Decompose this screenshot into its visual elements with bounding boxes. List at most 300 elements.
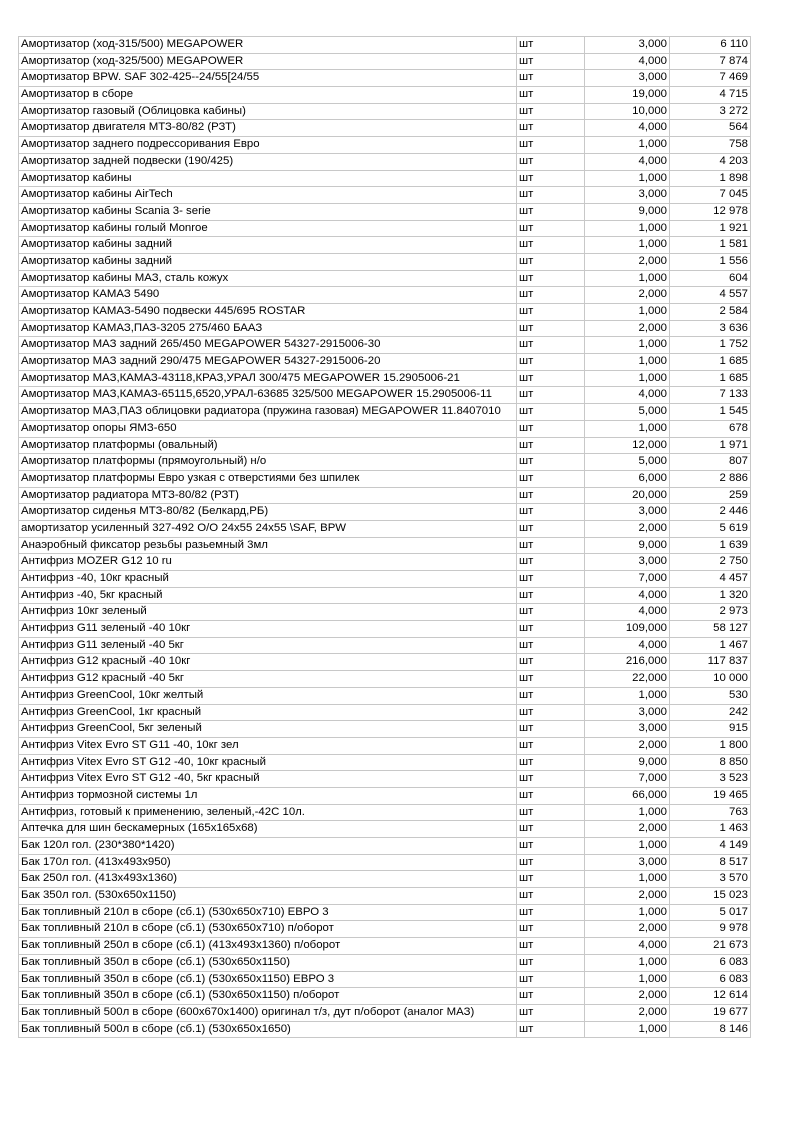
unit-cell: шт (517, 287, 585, 304)
quantity-cell: 2,000 (585, 821, 670, 838)
table-row (19, 253, 751, 270)
quantity-cell: 4,000 (585, 53, 670, 70)
item-name-cell: Бак топливный 350л в сборе (сб.1) (530х650х1150) (19, 954, 517, 971)
price-cell: 678 (670, 420, 751, 437)
item-name-cell: Антифриз 10кг зеленый (19, 604, 517, 621)
unit-cell: шт (517, 938, 585, 955)
unit-cell: шт (517, 87, 585, 104)
table-row (19, 337, 751, 354)
item-name-cell: Амортизатор двигателя МТЗ-80/82 (РЗТ) (19, 120, 517, 137)
table-row (19, 671, 751, 688)
quantity-cell: 109,000 (585, 621, 670, 638)
table-row (19, 320, 751, 337)
table-row (19, 103, 751, 120)
quantity-cell: 1,000 (585, 237, 670, 254)
price-cell: 4 203 (670, 153, 751, 170)
item-name-cell: Антифриз GreenCool, 5кг зеленый (19, 721, 517, 738)
quantity-cell: 9,000 (585, 203, 670, 220)
price-cell: 9 978 (670, 921, 751, 938)
price-cell: 915 (670, 721, 751, 738)
item-name-cell: Бак топливный 350л в сборе (сб.1) (530х650х1150) п/оборот (19, 988, 517, 1005)
price-cell: 7 133 (670, 387, 751, 404)
price-cell: 5 017 (670, 904, 751, 921)
quantity-cell: 3,000 (585, 854, 670, 871)
item-name-cell: Антифриз G11 зеленый -40 5кг (19, 637, 517, 654)
item-name-cell: Амортизатор кабины (19, 170, 517, 187)
item-name-cell: амортизатор усиленный 327-492 О/О 24х55 24х55 \SAF, BPW (19, 520, 517, 537)
item-name-cell: Амортизатор кабины задний (19, 237, 517, 254)
price-cell: 1 921 (670, 220, 751, 237)
price-cell: 1 463 (670, 821, 751, 838)
item-name-cell: Бак топливный 350л в сборе (сб.1) (530х650х1150) ЕВРО 3 (19, 971, 517, 988)
unit-cell: шт (517, 120, 585, 137)
item-name-cell: Амортизатор в сборе (19, 87, 517, 104)
item-name-cell: Бак 350л гол. (530х650х1150) (19, 888, 517, 905)
price-cell: 6 083 (670, 971, 751, 988)
item-name-cell: Амортизатор платформы Евро узкая с отверстиями без шпилек (19, 470, 517, 487)
item-name-cell: Амортизатор МАЗ,ПАЗ облицовки радиатора (пружина газовая) MEGAPOWER 11.8407010 (19, 404, 517, 421)
price-cell: 564 (670, 120, 751, 137)
unit-cell: шт (517, 1021, 585, 1038)
unit-cell: шт (517, 654, 585, 671)
quantity-cell: 1,000 (585, 1021, 670, 1038)
quantity-cell: 1,000 (585, 904, 670, 921)
table-row (19, 938, 751, 955)
unit-cell: шт (517, 771, 585, 788)
table-row (19, 454, 751, 471)
quantity-cell: 1,000 (585, 420, 670, 437)
table-row (19, 304, 751, 321)
price-cell: 1 685 (670, 370, 751, 387)
unit-cell: шт (517, 320, 585, 337)
table-row (19, 921, 751, 938)
unit-cell: шт (517, 103, 585, 120)
price-cell: 19 465 (670, 787, 751, 804)
unit-cell: шт (517, 888, 585, 905)
item-name-cell: Амортизатор заднего подрессоривания Евро (19, 137, 517, 154)
unit-cell: шт (517, 687, 585, 704)
quantity-cell: 3,000 (585, 70, 670, 87)
unit-cell: шт (517, 404, 585, 421)
unit-cell: шт (517, 237, 585, 254)
price-cell: 12 614 (670, 988, 751, 1005)
unit-cell: шт (517, 203, 585, 220)
quantity-cell: 3,000 (585, 554, 670, 571)
table-row (19, 120, 751, 137)
unit-cell: шт (517, 988, 585, 1005)
quantity-cell: 19,000 (585, 87, 670, 104)
unit-cell: шт (517, 337, 585, 354)
quantity-cell: 4,000 (585, 938, 670, 955)
unit-cell: шт (517, 537, 585, 554)
table-row (19, 888, 751, 905)
quantity-cell: 4,000 (585, 604, 670, 621)
quantity-cell: 1,000 (585, 137, 670, 154)
table-row (19, 554, 751, 571)
quantity-cell: 4,000 (585, 153, 670, 170)
unit-cell: шт (517, 437, 585, 454)
quantity-cell: 7,000 (585, 571, 670, 588)
table-row (19, 270, 751, 287)
table-row (19, 387, 751, 404)
item-name-cell: Амортизатор КАМАЗ-5490 подвески 445/695 ROSTAR (19, 304, 517, 321)
item-name-cell: Амортизатор кабины МАЗ, сталь кожух (19, 270, 517, 287)
quantity-cell: 2,000 (585, 988, 670, 1005)
table-row (19, 854, 751, 871)
price-cell: 530 (670, 687, 751, 704)
item-name-cell: Амортизатор кабины Scania 3- serie (19, 203, 517, 220)
item-name-cell: Антифриз Vitex Evro ST G11 -40, 10кг зел (19, 737, 517, 754)
quantity-cell: 1,000 (585, 170, 670, 187)
price-cell: 1 581 (670, 237, 751, 254)
price-cell: 1 545 (670, 404, 751, 421)
item-name-cell: Амортизатор сиденья МТЗ-80/82 (Белкард,РБ) (19, 504, 517, 521)
table-row (19, 237, 751, 254)
table-row (19, 871, 751, 888)
price-cell: 3 272 (670, 103, 751, 120)
unit-cell: шт (517, 504, 585, 521)
price-cell: 2 750 (670, 554, 751, 571)
unit-cell: шт (517, 487, 585, 504)
price-cell: 259 (670, 487, 751, 504)
item-name-cell: Бак 120л гол. (230*380*1420) (19, 838, 517, 855)
unit-cell: шт (517, 187, 585, 204)
unit-cell: шт (517, 671, 585, 688)
item-name-cell: Амортизатор КАМАЗ,ПАЗ-3205 275/460 БААЗ (19, 320, 517, 337)
table-row (19, 370, 751, 387)
price-cell: 2 584 (670, 304, 751, 321)
item-name-cell: Амортизатор задней подвески (190/425) (19, 153, 517, 170)
item-name-cell: Антифриз G12 красный -40 5кг (19, 671, 517, 688)
unit-cell: шт (517, 804, 585, 821)
price-table-body (19, 37, 751, 1038)
price-cell: 7 045 (670, 187, 751, 204)
unit-cell: шт (517, 520, 585, 537)
quantity-cell: 1,000 (585, 220, 670, 237)
price-cell: 58 127 (670, 621, 751, 638)
quantity-cell: 2,000 (585, 520, 670, 537)
table-row (19, 654, 751, 671)
quantity-cell: 12,000 (585, 437, 670, 454)
item-name-cell: Антифриз G12 красный -40 10кг (19, 654, 517, 671)
item-name-cell: Бак топливный 500л в сборе (сб.1) (530х650х1650) (19, 1021, 517, 1038)
price-cell: 3 636 (670, 320, 751, 337)
quantity-cell: 7,000 (585, 771, 670, 788)
unit-cell: шт (517, 554, 585, 571)
item-name-cell: Амортизатор платформы (овальный) (19, 437, 517, 454)
item-name-cell: Амортизатор МАЗ задний 265/450 MEGAPOWER 54327-2915006-30 (19, 337, 517, 354)
table-row (19, 203, 751, 220)
price-cell: 1 556 (670, 253, 751, 270)
quantity-cell: 4,000 (585, 637, 670, 654)
price-cell: 10 000 (670, 671, 751, 688)
table-row (19, 637, 751, 654)
price-cell: 19 677 (670, 1004, 751, 1021)
table-row (19, 504, 751, 521)
table-row (19, 487, 751, 504)
table-row (19, 1004, 751, 1021)
table-row (19, 37, 751, 54)
price-cell: 1 320 (670, 587, 751, 604)
item-name-cell: Аптечка для шин бескамерных (165х165х68) (19, 821, 517, 838)
price-cell: 2 446 (670, 504, 751, 521)
unit-cell: шт (517, 70, 585, 87)
item-name-cell: Амортизатор кабины голый Monroe (19, 220, 517, 237)
table-row (19, 287, 751, 304)
table-row (19, 153, 751, 170)
quantity-cell: 10,000 (585, 103, 670, 120)
price-cell: 4 557 (670, 287, 751, 304)
quantity-cell: 4,000 (585, 387, 670, 404)
quantity-cell: 1,000 (585, 871, 670, 888)
item-name-cell: Амортизатор (ход-325/500) MEGAPOWER (19, 53, 517, 70)
quantity-cell: 4,000 (585, 120, 670, 137)
table-row (19, 354, 751, 371)
table-row (19, 954, 751, 971)
price-cell: 8 146 (670, 1021, 751, 1038)
unit-cell: шт (517, 637, 585, 654)
unit-cell: шт (517, 37, 585, 54)
table-row (19, 170, 751, 187)
item-name-cell: Анаэробный фиксатор резьбы разьемный 3мл (19, 537, 517, 554)
unit-cell: шт (517, 587, 585, 604)
quantity-cell: 1,000 (585, 270, 670, 287)
item-name-cell: Антифриз GreenCool, 1кг красный (19, 704, 517, 721)
price-cell: 2 973 (670, 604, 751, 621)
table-row (19, 70, 751, 87)
quantity-cell: 1,000 (585, 954, 670, 971)
table-row (19, 988, 751, 1005)
price-cell: 1 685 (670, 354, 751, 371)
price-cell: 2 886 (670, 470, 751, 487)
price-cell: 8 850 (670, 754, 751, 771)
price-cell: 1 800 (670, 737, 751, 754)
table-row (19, 604, 751, 621)
table-row (19, 704, 751, 721)
item-name-cell: Антифриз MOZER G12 10 ru (19, 554, 517, 571)
quantity-cell: 216,000 (585, 654, 670, 671)
item-name-cell: Бак 250л гол. (413х493х1360) (19, 871, 517, 888)
unit-cell: шт (517, 571, 585, 588)
item-name-cell: Амортизатор кабины AirTech (19, 187, 517, 204)
table-row (19, 571, 751, 588)
item-name-cell: Бак 170л гол. (413х493х950) (19, 854, 517, 871)
unit-cell: шт (517, 838, 585, 855)
table-row (19, 187, 751, 204)
item-name-cell: Антифриз -40, 10кг красный (19, 571, 517, 588)
price-cell: 1 467 (670, 637, 751, 654)
table-row (19, 838, 751, 855)
item-name-cell: Амортизатор КАМАЗ 5490 (19, 287, 517, 304)
quantity-cell: 5,000 (585, 404, 670, 421)
unit-cell: шт (517, 387, 585, 404)
quantity-cell: 3,000 (585, 504, 670, 521)
table-row (19, 687, 751, 704)
price-cell: 7 469 (670, 70, 751, 87)
quantity-cell: 1,000 (585, 370, 670, 387)
unit-cell: шт (517, 737, 585, 754)
price-cell: 4 457 (670, 571, 751, 588)
table-row (19, 520, 751, 537)
item-name-cell: Амортизатор (ход-315/500) MEGAPOWER (19, 37, 517, 54)
price-cell: 3 570 (670, 871, 751, 888)
unit-cell: шт (517, 604, 585, 621)
quantity-cell: 1,000 (585, 971, 670, 988)
quantity-cell: 4,000 (585, 587, 670, 604)
price-cell: 4 149 (670, 838, 751, 855)
price-cell: 21 673 (670, 938, 751, 955)
item-name-cell: Амортизатор газовый (Облицовка кабины) (19, 103, 517, 120)
quantity-cell: 66,000 (585, 787, 670, 804)
price-cell: 6 110 (670, 37, 751, 54)
unit-cell: шт (517, 220, 585, 237)
table-row (19, 1021, 751, 1038)
quantity-cell: 1,000 (585, 354, 670, 371)
quantity-cell: 1,000 (585, 838, 670, 855)
item-name-cell: Антифриз -40, 5кг красный (19, 587, 517, 604)
price-cell: 3 523 (670, 771, 751, 788)
table-row (19, 737, 751, 754)
quantity-cell: 2,000 (585, 287, 670, 304)
item-name-cell: Амортизатор кабины задний (19, 253, 517, 270)
item-name-cell: Амортизатор BPW. SAF 302-425--24/55[24/55 (19, 70, 517, 87)
price-cell: 604 (670, 270, 751, 287)
table-row (19, 87, 751, 104)
item-name-cell: Бак топливный 500л в сборе (600х670х1400) оригинал т/з, дут п/оборот (аналог МАЗ) (19, 1004, 517, 1021)
table-row (19, 470, 751, 487)
item-name-cell: Антифриз GreenCool, 10кг желтый (19, 687, 517, 704)
unit-cell: шт (517, 704, 585, 721)
quantity-cell: 3,000 (585, 187, 670, 204)
item-name-cell: Бак топливный 250л в сборе (сб.1) (413х493х1360) п/оборот (19, 938, 517, 955)
table-row (19, 220, 751, 237)
quantity-cell: 9,000 (585, 537, 670, 554)
price-table (18, 36, 751, 1038)
item-name-cell: Антифриз, готовый к применению, зеленый,-42С 10л. (19, 804, 517, 821)
unit-cell: шт (517, 1004, 585, 1021)
table-row (19, 537, 751, 554)
unit-cell: шт (517, 754, 585, 771)
unit-cell: шт (517, 370, 585, 387)
unit-cell: шт (517, 53, 585, 70)
unit-cell: шт (517, 871, 585, 888)
price-cell: 807 (670, 454, 751, 471)
price-cell: 763 (670, 804, 751, 821)
item-name-cell: Антифриз G11 зеленый -40 10кг (19, 621, 517, 638)
quantity-cell: 2,000 (585, 253, 670, 270)
table-row (19, 621, 751, 638)
table-row (19, 587, 751, 604)
table-row (19, 821, 751, 838)
table-row (19, 721, 751, 738)
table-row (19, 437, 751, 454)
table-row (19, 787, 751, 804)
unit-cell: шт (517, 854, 585, 871)
table-row (19, 904, 751, 921)
quantity-cell: 5,000 (585, 454, 670, 471)
unit-cell: шт (517, 721, 585, 738)
unit-cell: шт (517, 304, 585, 321)
unit-cell: шт (517, 787, 585, 804)
unit-cell: шт (517, 153, 585, 170)
unit-cell: шт (517, 921, 585, 938)
quantity-cell: 22,000 (585, 671, 670, 688)
item-name-cell: Бак топливный 210л в сборе (сб.1) (530х650х710) п/оборот (19, 921, 517, 938)
quantity-cell: 2,000 (585, 921, 670, 938)
unit-cell: шт (517, 971, 585, 988)
unit-cell: шт (517, 170, 585, 187)
table-row (19, 804, 751, 821)
price-cell: 8 517 (670, 854, 751, 871)
item-name-cell: Амортизатор МАЗ,КАМАЗ-65115,6520,УРАЛ-63685 325/500 MEGAPOWER 15.2905006-11 (19, 387, 517, 404)
unit-cell: шт (517, 904, 585, 921)
unit-cell: шт (517, 821, 585, 838)
quantity-cell: 1,000 (585, 337, 670, 354)
price-cell: 12 978 (670, 203, 751, 220)
table-row (19, 971, 751, 988)
quantity-cell: 2,000 (585, 888, 670, 905)
unit-cell: шт (517, 954, 585, 971)
price-cell: 5 619 (670, 520, 751, 537)
table-row (19, 420, 751, 437)
price-cell: 1 752 (670, 337, 751, 354)
quantity-cell: 2,000 (585, 1004, 670, 1021)
item-name-cell: Амортизатор МАЗ задний 290/475 MEGAPOWER 54327-2915006-20 (19, 354, 517, 371)
item-name-cell: Антифриз Vitex Evro ST G12 -40, 10кг красный (19, 754, 517, 771)
table-row (19, 754, 751, 771)
price-cell: 1 639 (670, 537, 751, 554)
item-name-cell: Амортизатор опоры ЯМЗ-650 (19, 420, 517, 437)
item-name-cell: Антифриз Vitex Evro ST G12 -40, 5кг красный (19, 771, 517, 788)
quantity-cell: 9,000 (585, 754, 670, 771)
price-cell: 6 083 (670, 954, 751, 971)
item-name-cell: Амортизатор платформы (прямоугольный) н/о (19, 454, 517, 471)
unit-cell: шт (517, 420, 585, 437)
quantity-cell: 1,000 (585, 304, 670, 321)
quantity-cell: 2,000 (585, 320, 670, 337)
price-cell: 1 971 (670, 437, 751, 454)
quantity-cell: 1,000 (585, 804, 670, 821)
unit-cell: шт (517, 253, 585, 270)
quantity-cell: 2,000 (585, 737, 670, 754)
unit-cell: шт (517, 354, 585, 371)
unit-cell: шт (517, 137, 585, 154)
quantity-cell: 1,000 (585, 687, 670, 704)
quantity-cell: 3,000 (585, 721, 670, 738)
unit-cell: шт (517, 621, 585, 638)
table-row (19, 404, 751, 421)
unit-cell: шт (517, 470, 585, 487)
item-name-cell: Бак топливный 210л в сборе (сб.1) (530х650х710) ЕВРО 3 (19, 904, 517, 921)
quantity-cell: 3,000 (585, 37, 670, 54)
price-cell: 7 874 (670, 53, 751, 70)
table-row (19, 771, 751, 788)
price-cell: 15 023 (670, 888, 751, 905)
unit-cell: шт (517, 270, 585, 287)
quantity-cell: 6,000 (585, 470, 670, 487)
price-cell: 242 (670, 704, 751, 721)
item-name-cell: Антифриз тормозной системы 1л (19, 787, 517, 804)
price-cell: 758 (670, 137, 751, 154)
table-row (19, 53, 751, 70)
table-row (19, 137, 751, 154)
quantity-cell: 3,000 (585, 704, 670, 721)
item-name-cell: Амортизатор радиатора МТЗ-80/82 (РЗТ) (19, 487, 517, 504)
price-cell: 4 715 (670, 87, 751, 104)
price-cell: 1 898 (670, 170, 751, 187)
item-name-cell: Амортизатор МАЗ,КАМАЗ-43118,КРАЗ,УРАЛ 300/475 MEGAPOWER 15.2905006-21 (19, 370, 517, 387)
quantity-cell: 20,000 (585, 487, 670, 504)
